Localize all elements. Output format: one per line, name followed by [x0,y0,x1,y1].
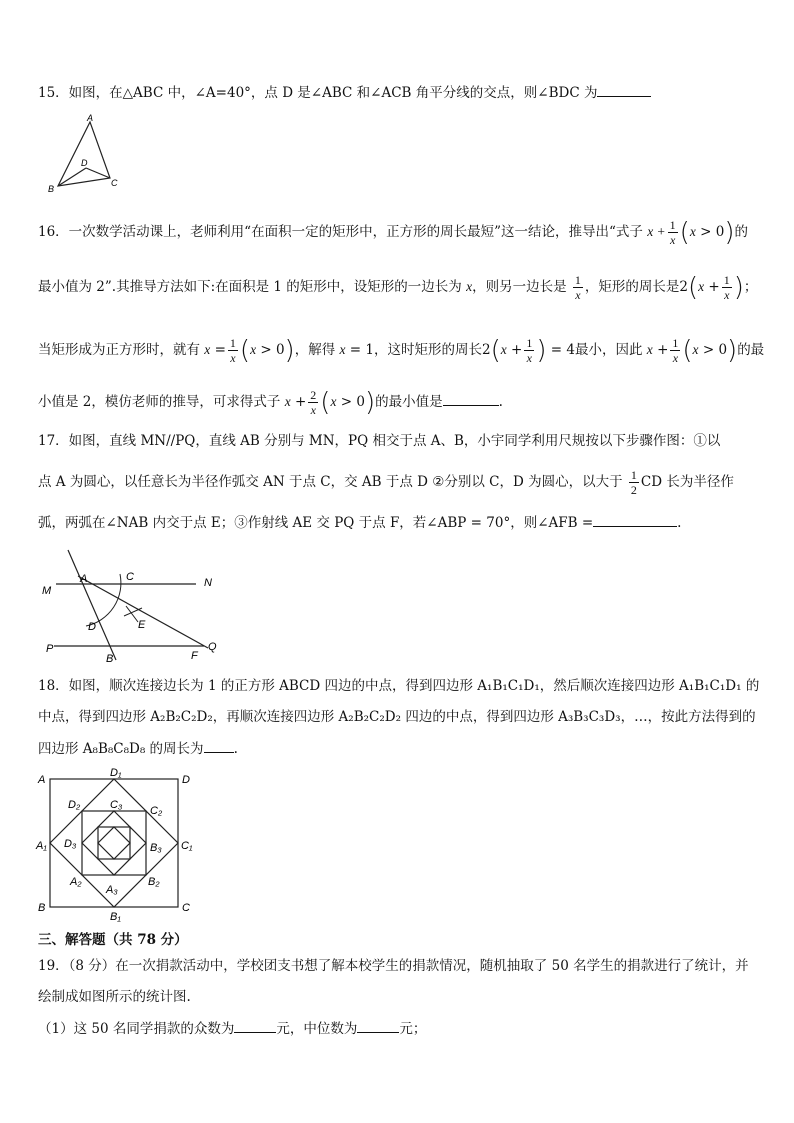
q16-text-3d: 最小，因此 [574,342,643,358]
q15-stem: 15．如图，在△ABC 中，∠A=40°，点 D 是∠ABC 和∠ACB 角平分线的交点，则∠BDC 为 [38,85,598,101]
q15-text [38,82,651,103]
q15-answer-blank[interactable] [597,82,651,97]
q19-line-1: 19．（8 分）在一次捐款活动中，学校团支书想了解本校学生的捐款情况，随机抽取了 50 名学生的捐款进行了统计，并 [38,958,749,974]
q15-label-c: C [111,178,118,188]
q16-text-2c: ，矩形的周长是 [584,279,680,295]
q16-text-3b: ，解得 [294,342,336,358]
q17-label-e: E [138,619,146,631]
q18-label-c: C [182,902,190,914]
q16-text-4b: 的最小值是 [375,394,443,410]
q17-text-2b: CD 长为半径作 [640,474,734,490]
q18-label-d2: D₂ [68,799,81,811]
q17-line-2 [38,468,734,497]
q16-text-2b: ，则另一边长是 [472,279,567,295]
q16-answer-blank[interactable] [443,391,499,406]
q17-line-3: 弧，两弧在∠NAB 内交于点 E；③作射线 AE 交 PQ 于点 F，若∠ABP = 70°，则∠AFB = . [38,512,681,533]
q18-label-b2: B₂ [148,876,160,888]
q17-label-c: C [126,571,134,583]
q16-text-2a: 最小值为 2”.其推导方法如下:在面积是 1 的矩形中，设矩形的一边长为 [38,279,462,295]
q18-label-b1: B₁ [110,911,121,923]
q17-label-d: D [88,621,96,633]
q18-label-d: D [182,774,190,786]
q18-nested-squares-figure [34,765,202,925]
q18-label-d1: D₁ [110,767,122,779]
q16-frac-2: $\frac{1}{x}$ [574,273,581,302]
q18-label-a: A [38,774,46,786]
q16-text-3c: ，这时矩形的周长 [373,342,482,358]
q17-label-q: Q [208,641,217,653]
q16-text-1b: 的 [734,224,748,240]
q15-label-b: B [48,184,55,194]
q18-label-c1: C₁ [181,840,193,852]
q18-line-1: 18．如图，顺次连接边长为 1 的正方形 ABCD 四边的中点，得到四边形 A₁B₁C₁D₁，然后顺次连接四边形 A₁B₁C₁D₁ 的 [38,678,760,694]
q17-text-3: 弧，两弧在∠NAB 内交于点 E；③作射线 AE 交 PQ 于点 F，若∠ABP = 70°，则∠AFB = [38,515,594,531]
q15-triangle-figure [44,112,124,198]
q16-line-1: 16．一次数学活动课上，老师利用“在面积一定的矩形中，正方形的周长最短”这一结论，推导出“式子 x + $\frac{1}{x}$ (x > 0)的 [38,217,748,248]
q16-frac-1: $\frac{1}{x}$ [669,218,676,247]
q19-median-blank[interactable] [357,1018,399,1033]
q17-answer-blank[interactable] [593,512,677,527]
q18-label-a1: A₁ [36,840,47,852]
section-3-heading: 三、解答题（共 78 分） [38,932,188,948]
q18-text-3: 四边形 A₈B₈C₈D₈ 的周长为 [38,741,204,757]
q17-label-m: M [42,585,52,597]
q19-text-3c: 元； [399,1021,427,1037]
q16-text-1a: 16．一次数学活动课上，老师利用“在面积一定的矩形中，正方形的周长最短”这一结论，推导出“式子 [38,224,643,240]
q15-label-a: A [87,113,94,123]
q18-line-3: 四边形 A₈B₈C₈D₈ 的周长为 . [38,738,238,759]
q17-label-p: P [46,643,54,655]
q17-parallel-lines-figure [36,544,226,664]
q19-text-3a: （1）这 50 名同学捐款的众数为 [38,1021,235,1037]
q18-label-d3: D₃ [64,838,77,850]
q17-label-n: N [204,577,212,589]
q16-line-3: 当矩形成为正方形时，就有 x = $\frac{1}{x}$ (x > 0)，解得 x = 1，这时矩形的周长2(x + $\frac{1}{x}$ ) = 4最小，因此 x + $\frac{1}{x}$ (x > 0)的最 [38,335,765,366]
q16-line-4: 小值是 2，模仿老师的推导，可求得式子 x + $\frac{2}{x}$ (x > 0)的最小值是 . [38,387,503,418]
q17-label-a: A [80,573,88,585]
q17-frac-half: $\frac{1}{2}$ [630,468,637,497]
q18-label-a3: A₃ [106,884,118,896]
q17-text-2a: 点 A 为圆心，以任意长为半径作弧交 AN 于点 C，交 AB 于点 D ②分别以 C，D 为圆心，以大于 [38,474,623,490]
q17-label-b: B [106,653,114,664]
q18-label-b3: B₃ [150,842,162,854]
q16-line-2: 最小值为 2”.其推导方法如下:在面积是 1 的矩形中，设矩形的一边长为 x，则另一边长是 $\frac{1}{x}$ ，矩形的周长是2(x + $\frac{1}{x}$ )； [38,272,758,303]
q18-label-a2: A₂ [70,876,82,888]
q17-label-f: F [191,650,198,662]
q16-text-4a: 小值是 2，模仿老师的推导，可求得式子 [38,394,281,410]
q18-label-c3: C₃ [110,799,123,811]
q18-label-c2: C₂ [150,805,163,817]
q19-text-3b: 元，中位数为 [276,1021,358,1037]
q19-mode-blank[interactable] [234,1018,276,1033]
q15-label-d: D [81,158,88,168]
q18-line-2: 中点，得到四边形 A₂B₂C₂D₂，再顺次连接四边形 A₂B₂C₂D₂ 四边的中点，得到四边形 A₃B₃C₃D₃，…，按此方法得到的 [38,709,756,725]
q19-line-2: 绘制成如图所示的统计图. [38,989,191,1005]
q16-expr-1: x + [647,224,666,239]
q18-answer-blank[interactable] [204,738,234,753]
q16-text-3e: 的最 [737,342,765,358]
q18-label-b: B [38,902,46,914]
q16-text-3a: 当矩形成为正方形时，就有 [38,342,200,358]
q17-line-1: 17．如图，直线 MN//PQ，直线 AB 分别与 MN，PQ 相交于点 A、B，小宇同学利用尺规按以下步骤作图：①以 [38,433,721,449]
q19-line-3 [38,1018,426,1039]
